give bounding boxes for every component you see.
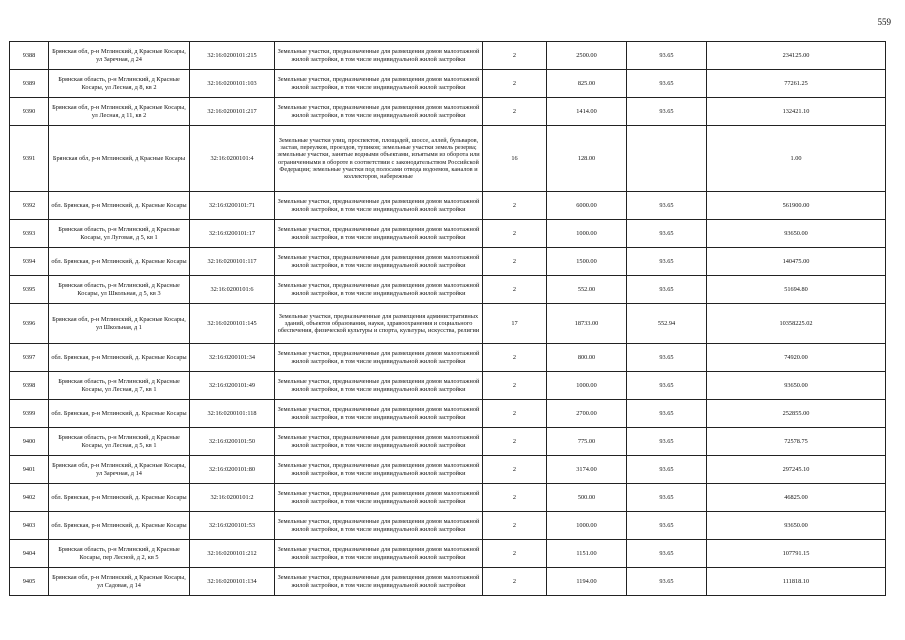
use-group-code-cell: 2 (483, 484, 547, 512)
specific-value-cell: 93.65 (627, 276, 707, 304)
specific-value-cell: 93.65 (627, 220, 707, 248)
area-cell: 500.00 (547, 484, 627, 512)
land-use-cell: Земельные участки, предназначенные для размещения домов малоэтажной жилой застройки, в том числе индивидуальной жилой застройки (275, 428, 483, 456)
area-cell: 1000.00 (547, 372, 627, 400)
cadastral-value-cell: 107791.15 (707, 540, 886, 568)
cadastral-number-cell: 32:16:0200101:6 (190, 276, 275, 304)
row-number: 9396 (10, 304, 49, 344)
cadastral-number-cell: 32:16:0200101:215 (190, 42, 275, 70)
cadastral-value-cell: 10358225.02 (707, 304, 886, 344)
cadastral-number-cell: 32:16:0200101:17 (190, 220, 275, 248)
use-group-code-cell: 2 (483, 98, 547, 126)
address-cell: Брянская обл, р-н Мглинский, д Красные Косары, ул Заречная, д 14 (49, 456, 190, 484)
specific-value-cell: 93.65 (627, 484, 707, 512)
row-number: 9401 (10, 456, 49, 484)
address-cell: Брянская обл, р-н Мглинский, д Красные Косары, ул Заречная, д 24 (49, 42, 190, 70)
table-row (10, 372, 886, 400)
cadastral-value-cell: 46825.00 (707, 484, 886, 512)
land-use-cell: Земельные участки, предназначенные для размещения домов малоэтажной жилой застройки, в том числе индивидуальной жилой застройки (275, 248, 483, 276)
row-number: 9389 (10, 70, 49, 98)
specific-value-cell: 552.94 (627, 304, 707, 344)
cadastral-value-cell: 77261.25 (707, 70, 886, 98)
land-use-cell: Земельные участки улиц, проспектов, площадей, шоссе, аллей, бульваров, застав, переулков, проездов, тупиков; земельные участки земель резерва; земельные участки, занятые водными объектами, изъятыми из оборота или ограниченными в обороте в соответствии с законодательством Российской Федерации; земельные участки под полосами отвода водоемов, каналов и коллекторов, набережные (275, 126, 483, 192)
cadastral-number-cell: 32:16:0200101:80 (190, 456, 275, 484)
use-group-code-cell: 2 (483, 540, 547, 568)
table-row (10, 428, 886, 456)
use-group-code-cell: 2 (483, 372, 547, 400)
area-cell: 800.00 (547, 344, 627, 372)
specific-value-cell: 93.65 (627, 42, 707, 70)
cadastral-number-cell: 32:16:0200101:53 (190, 512, 275, 540)
cadastral-value-table (9, 41, 886, 596)
table-row (10, 220, 886, 248)
table-row (10, 276, 886, 304)
row-number: 9399 (10, 400, 49, 428)
address-cell: Брянская обл, р-н Мглинский, д Красные Косары, ул Садовая, д 14 (49, 568, 190, 596)
address-cell: Брянская область, р-н Мглинский, д Красные Косары, ул Луговая, д 5, кв 1 (49, 220, 190, 248)
address-cell: обл. Брянская, р-н Мглинский, д. Красные Косары (49, 192, 190, 220)
land-use-cell: Земельные участки, предназначенные для размещения домов малоэтажной жилой застройки, в том числе индивидуальной жилой застройки (275, 372, 483, 400)
row-number: 9403 (10, 512, 49, 540)
area-cell: 775.00 (547, 428, 627, 456)
area-cell: 1000.00 (547, 512, 627, 540)
use-group-code-cell: 17 (483, 304, 547, 344)
page-number: 559 (877, 17, 891, 27)
use-group-code-cell: 2 (483, 220, 547, 248)
table-row (10, 98, 886, 126)
specific-value-cell: 93.65 (627, 98, 707, 126)
land-use-cell: Земельные участки, предназначенные для размещения домов малоэтажной жилой застройки, в том числе индивидуальной жилой застройки (275, 540, 483, 568)
specific-value-cell: 93.65 (627, 428, 707, 456)
table-row (10, 42, 886, 70)
land-use-cell: Земельные участки, предназначенные для размещения домов малоэтажной жилой застройки, в том числе индивидуальной жилой застройки (275, 400, 483, 428)
address-cell: Брянская обл, р-н Мглинский, д Красные Косары, ул Лесная, д 11, кв 2 (49, 98, 190, 126)
area-cell: 128.00 (547, 126, 627, 192)
cadastral-value-cell: 93650.00 (707, 512, 886, 540)
table-row (10, 70, 886, 98)
row-number: 9390 (10, 98, 49, 126)
cadastral-value-cell: 297245.10 (707, 456, 886, 484)
cadastral-value-cell: 132421.10 (707, 98, 886, 126)
cadastral-number-cell: 32:16:0200101:212 (190, 540, 275, 568)
land-use-cell: Земельные участки, предназначенные для размещения домов малоэтажной жилой застройки, в том числе индивидуальной жилой застройки (275, 42, 483, 70)
cadastral-value-cell: 234125.00 (707, 42, 886, 70)
use-group-code-cell: 2 (483, 568, 547, 596)
address-cell: обл. Брянская, р-н Мглинский, д. Красные Косары (49, 484, 190, 512)
area-cell: 825.00 (547, 70, 627, 98)
cadastral-number-cell: 32:16:0200101:4 (190, 126, 275, 192)
row-number: 9397 (10, 344, 49, 372)
cadastral-value-cell: 93650.00 (707, 220, 886, 248)
area-cell: 1000.00 (547, 220, 627, 248)
specific-value-cell: 93.65 (627, 400, 707, 428)
cadastral-value-cell: 51694.80 (707, 276, 886, 304)
address-cell: обл. Брянская, р-н Мглинский, д. Красные Косары (49, 512, 190, 540)
land-use-cell: Земельные участки, предназначенные для размещения домов малоэтажной жилой застройки, в том числе индивидуальной жилой застройки (275, 344, 483, 372)
cadastral-number-cell: 32:16:0200101:118 (190, 400, 275, 428)
address-cell: Брянская обл, р-н Мглинский, д Красные Косары (49, 126, 190, 192)
cadastral-value-cell: 1.00 (707, 126, 886, 192)
land-use-cell: Земельные участки, предназначенные для размещения домов малоэтажной жилой застройки, в том числе индивидуальной жилой застройки (275, 568, 483, 596)
land-use-cell: Земельные участки, предназначенные для размещения домов малоэтажной жилой застройки, в том числе индивидуальной жилой застройки (275, 456, 483, 484)
area-cell: 1500.00 (547, 248, 627, 276)
specific-value-cell: 93.65 (627, 512, 707, 540)
use-group-code-cell: 2 (483, 400, 547, 428)
cadastral-number-cell: 32:16:0200101:34 (190, 344, 275, 372)
table-row (10, 512, 886, 540)
land-use-cell: Земельные участки, предназначенные для размещения домов малоэтажной жилой застройки, в том числе индивидуальной жилой застройки (275, 220, 483, 248)
cadastral-value-cell: 74920.00 (707, 344, 886, 372)
cadastral-value-cell: 72578.75 (707, 428, 886, 456)
cadastral-number-cell: 32:16:0200101:117 (190, 248, 275, 276)
table-row (10, 456, 886, 484)
land-use-cell: Земельные участки, предназначенные для размещения домов малоэтажной жилой застройки, в том числе индивидуальной жилой застройки (275, 484, 483, 512)
cadastral-number-cell: 32:16:0200101:49 (190, 372, 275, 400)
row-number: 9402 (10, 484, 49, 512)
cadastral-value-cell: 140475.00 (707, 248, 886, 276)
land-use-cell: Земельные участки, предназначенные для размещения административных зданий, объектов образования, науки, здравоохранения и социального обеспечения, физической культуры и спорта, культуры, искусства, религии (275, 304, 483, 344)
area-cell: 3174.00 (547, 456, 627, 484)
row-number: 9394 (10, 248, 49, 276)
cadastral-value-cell: 93650.00 (707, 372, 886, 400)
specific-value-cell: 93.65 (627, 70, 707, 98)
cadastral-number-cell: 32:16:0200101:134 (190, 568, 275, 596)
land-use-cell: Земельные участки, предназначенные для размещения домов малоэтажной жилой застройки, в том числе индивидуальной жилой застройки (275, 192, 483, 220)
specific-value-cell: 93.65 (627, 568, 707, 596)
table-row (10, 126, 886, 192)
use-group-code-cell: 2 (483, 276, 547, 304)
use-group-code-cell: 2 (483, 70, 547, 98)
row-number: 9393 (10, 220, 49, 248)
land-use-cell: Земельные участки, предназначенные для размещения домов малоэтажной жилой застройки, в том числе индивидуальной жилой застройки (275, 512, 483, 540)
address-cell: Брянская обл, р-н Мглинский, д Красные Косары, ул Школьная, д 1 (49, 304, 190, 344)
table-row (10, 344, 886, 372)
address-cell: обл. Брянская, р-н Мглинский, д. Красные Косары (49, 344, 190, 372)
area-cell: 2500.00 (547, 42, 627, 70)
address-cell: Брянская область, р-н Мглинский, д Красные Косары, пер Лесной, д 2, кв 5 (49, 540, 190, 568)
specific-value-cell (627, 126, 707, 192)
area-cell: 18733.00 (547, 304, 627, 344)
table-row (10, 568, 886, 596)
cadastral-value-cell: 111818.10 (707, 568, 886, 596)
use-group-code-cell: 2 (483, 428, 547, 456)
address-cell: Брянская область, р-н Мглинский, д Красные Косары, ул Школьная, д 5, кв 3 (49, 276, 190, 304)
row-number: 9388 (10, 42, 49, 70)
area-cell: 552.00 (547, 276, 627, 304)
specific-value-cell: 93.65 (627, 540, 707, 568)
cadastral-number-cell: 32:16:0200101:103 (190, 70, 275, 98)
address-cell: Брянская область, р-н Мглинский, д Красные Косары, ул Лесная, д 8, кв 2 (49, 70, 190, 98)
table-row (10, 304, 886, 344)
use-group-code-cell: 2 (483, 192, 547, 220)
table-row (10, 248, 886, 276)
area-cell: 2700.00 (547, 400, 627, 428)
table-row (10, 192, 886, 220)
specific-value-cell: 93.65 (627, 192, 707, 220)
use-group-code-cell: 2 (483, 512, 547, 540)
row-number: 9405 (10, 568, 49, 596)
cadastral-number-cell: 32:16:0200101:50 (190, 428, 275, 456)
use-group-code-cell: 2 (483, 42, 547, 70)
row-number: 9404 (10, 540, 49, 568)
table-row (10, 484, 886, 512)
row-number: 9391 (10, 126, 49, 192)
cadastral-value-cell: 252855.00 (707, 400, 886, 428)
address-cell: Брянская область, р-н Мглинский, д Красные Косары, ул Лесная, д 5, кв 1 (49, 428, 190, 456)
use-group-code-cell: 2 (483, 456, 547, 484)
cadastral-number-cell: 32:16:0200101:145 (190, 304, 275, 344)
land-use-cell: Земельные участки, предназначенные для размещения домов малоэтажной жилой застройки, в том числе индивидуальной жилой застройки (275, 98, 483, 126)
cadastral-number-cell: 32:16:0200101:2 (190, 484, 275, 512)
table-row (10, 540, 886, 568)
use-group-code-cell: 16 (483, 126, 547, 192)
address-cell: Брянская область, р-н Мглинский, д Красные Косары, ул Лесная, д 7, кв 1 (49, 372, 190, 400)
area-cell: 6000.00 (547, 192, 627, 220)
use-group-code-cell: 2 (483, 248, 547, 276)
specific-value-cell: 93.65 (627, 456, 707, 484)
specific-value-cell: 93.65 (627, 372, 707, 400)
table-row (10, 400, 886, 428)
row-number: 9395 (10, 276, 49, 304)
specific-value-cell: 93.65 (627, 248, 707, 276)
cadastral-number-cell: 32:16:0200101:71 (190, 192, 275, 220)
area-cell: 1194.00 (547, 568, 627, 596)
area-cell: 1151.00 (547, 540, 627, 568)
address-cell: обл. Брянская, р-н Мглинский, д. Красные Косары (49, 248, 190, 276)
cadastral-value-cell: 561900.00 (707, 192, 886, 220)
cadastral-number-cell: 32:16:0200101:217 (190, 98, 275, 126)
row-number: 9392 (10, 192, 49, 220)
row-number: 9398 (10, 372, 49, 400)
area-cell: 1414.00 (547, 98, 627, 126)
specific-value-cell: 93.65 (627, 344, 707, 372)
use-group-code-cell: 2 (483, 344, 547, 372)
land-use-cell: Земельные участки, предназначенные для размещения домов малоэтажной жилой застройки, в том числе индивидуальной жилой застройки (275, 276, 483, 304)
land-use-cell: Земельные участки, предназначенные для размещения домов малоэтажной жилой застройки, в том числе индивидуальной жилой застройки (275, 70, 483, 98)
row-number: 9400 (10, 428, 49, 456)
address-cell: обл. Брянская, р-н Мглинский, д. Красные Косары (49, 400, 190, 428)
